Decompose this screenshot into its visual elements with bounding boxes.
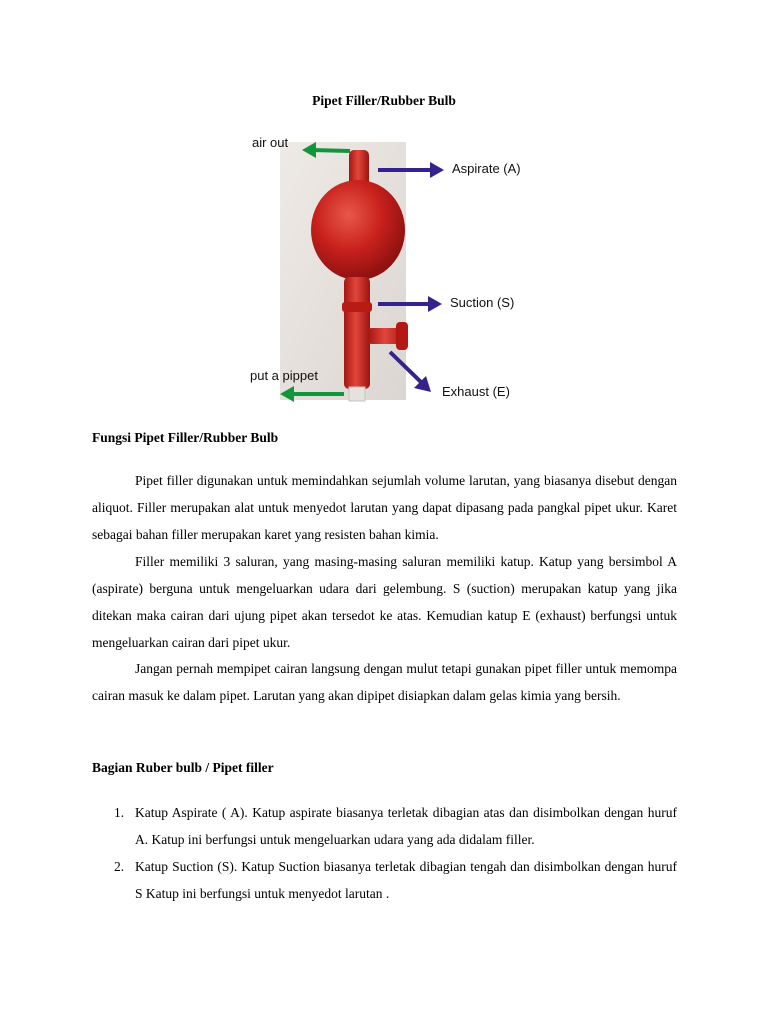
pipet-socket [349, 387, 365, 401]
pipet-filler-figure [246, 132, 546, 404]
paragraph-1: Pipet filler digunakan untuk memindahkan sejumlah volume larutan, yang biasanya disebut dengan aliquot. Filler merupakan alat untuk menyedot larutan yang dapat dipasang pada pangkal pipet ukur. Karet sebagai bahan filler merupakan karet yang resisten bahan kimia. [92, 473, 677, 542]
label-suction: Suction (S) [450, 295, 515, 310]
list-item-number: 1. [114, 805, 125, 820]
list-item [92, 799, 677, 853]
exhaust-valve-cap [396, 322, 408, 350]
rubber-bulb [311, 180, 405, 280]
section-heading-fungsi: Fungsi Pipet Filler/Rubber Bulb [92, 430, 279, 445]
pipet-filler-illustration [246, 132, 546, 404]
valve-list [92, 799, 677, 907]
suction-valve-ring [342, 302, 372, 312]
page-title: Pipet Filler/Rubber Bulb [312, 93, 456, 108]
label-aspirate: Aspirate (A) [452, 161, 521, 176]
list-item [92, 853, 677, 907]
label-air-out: air out [252, 135, 289, 150]
label-put-pipet: put a pippet [250, 368, 318, 383]
stem-tube [344, 277, 370, 389]
label-exhaust: Exhaust (E) [442, 384, 510, 399]
list-item-number: 2. [114, 859, 125, 874]
paragraph-2: Filler memiliki 3 saluran, yang masing-masing saluran memiliki katup. Katup yang bersimbol A (aspirate) berguna untuk mengeluarkan udara dari gelembung. S (suction) merupakan katup yang jika ditekan maka cairan dari ujung pipet akan tersedot ke atas. Kemudian katup E (exhaust) berfungsi untuk mengeluarkan cairan dari pipet ukur. [92, 554, 677, 650]
paragraph-3: Jangan pernah mempipet cairan langsung dengan mulut tetapi gunakan pipet filler untuk memompa cairan masuk ke dalam pipet. Larutan yang akan dipipet disiapkan dalam gelas kimia yang bersih. [92, 661, 677, 703]
list-item-text: Katup Suction (S). Katup Suction biasanya terletak dibagian tengah dan disimbolkan dengan huruf S Katup ini berfungsi untuk menyedot larutan . [135, 859, 677, 901]
list-item-text: Katup Aspirate ( A). Katup aspirate biasanya terletak dibagian atas dan disimbolkan dengan huruf A. Katup ini berfungsi untuk mengeluarkan udara yang ada didalam filler. [135, 805, 677, 847]
section-heading-bagian: Bagian Ruber bulb / Pipet filler [92, 760, 274, 775]
